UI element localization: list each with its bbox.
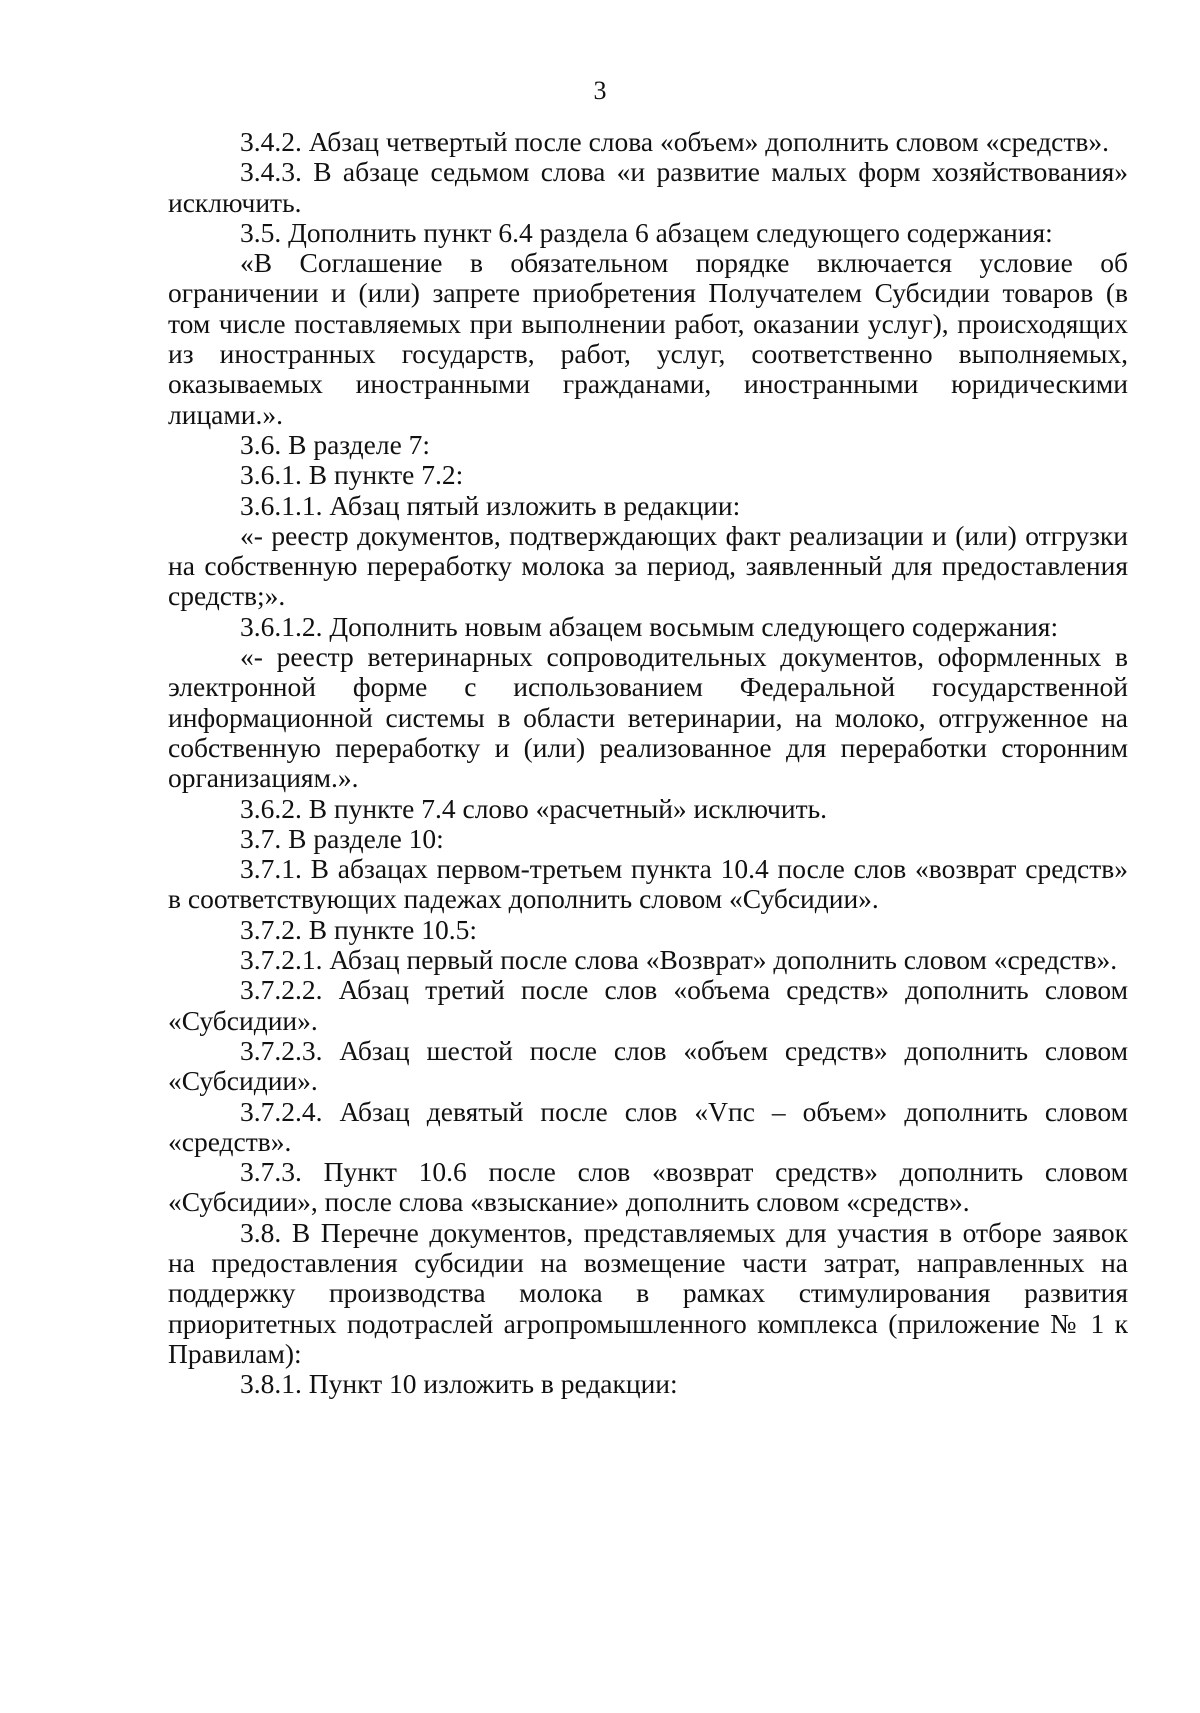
paragraph-3-7-2-1: 3.7.2.1. Абзац первый после слова «Возврат» дополнить словом «средств». [240, 944, 1118, 976]
paragraph-3-7: 3.7. В разделе 10: [240, 822, 444, 854]
paragraph-3-6-1-2-quote: «- реестр ветеринарных сопроводительных документов, оформленных в электронной форме с использованием Федеральной государственной информационной системы в области ветеринарии, на молоко, отгруженное на собственную переработку и (или) реализованное для переработки сторонним организациям.». [168, 641, 1128, 794]
paragraph-3-8-1: 3.8.1. Пункт 10 изложить в редакции: [240, 1368, 678, 1400]
paragraph-3-4-3: 3.4.3. В абзаце седьмом слова «и развитие малых форм хозяйствования» исключить. [168, 156, 1128, 218]
paragraph-3-7-2-2: 3.7.2.2. Абзац третий после слов «объема средств» дополнить словом «Субсидии». [168, 974, 1128, 1036]
paragraph-3-6-1-2: 3.6.1.2. Дополнить новым абзацем восьмым следующего содержания: [240, 610, 1059, 642]
paragraph-3-6-1: 3.6.1. В пункте 7.2: [240, 459, 464, 491]
page-number: 3 [593, 76, 607, 105]
paragraph-3-6-1-1: 3.6.1.1. Абзац пятый изложить в редакции: [240, 489, 741, 521]
paragraph-3-7-1: 3.7.1. В абзацах первом-третьем пункта 10.4 после слов «возврат средств» в соответствующих падежах дополнить словом «Субсидии». [168, 853, 1128, 915]
document-body [168, 127, 1128, 1399]
paragraph-3-6: 3.6. В разделе 7: [240, 428, 431, 460]
paragraph-3-7-3: 3.7.3. Пункт 10.6 после слов «возврат средств» дополнить словом «Субсидии», после слова «взыскание» дополнить словом «средств». [168, 1156, 1128, 1218]
paragraph-3-7-2-3: 3.7.2.3. Абзац шестой после слов «объем средств» дополнить словом «Субсидии». [168, 1034, 1128, 1097]
paragraph-3-7-2-4: 3.7.2.4. Абзац девятый после слов «Vпс – объем» дополнить словом «средств». [168, 1095, 1128, 1157]
paragraph-3-4-2: 3.4.2. Абзац четвертый после слова «объем» дополнить словом «средств». [240, 126, 1110, 157]
paragraph-3-7-2: 3.7.2. В пункте 10.5: [240, 913, 478, 945]
paragraph-3-6-1-1-quote: «- реестр документов, подтверждающих факт реализации и (или) отгрузки на собственную переработку молока за период, заявленный для предоставления средств;». [168, 519, 1128, 612]
paragraph-3-5: 3.5. Дополнить пункт 6.4 раздела 6 абзацем следующего содержания: [240, 216, 1053, 248]
paragraph-3-6-2: 3.6.2. В пункте 7.4 слово «расчетный» исключить. [240, 792, 828, 824]
paragraph-3-5-quote: «В Соглашение в обязательном порядке включается условие об ограничении и (или) запрете приобретения Получателем Субсидии товаров (в том числе поставляемых при выполнении работ, оказании услуг), происходящих из иностранных государств, работ, услуг, соответственно выполняемых, оказываемых иностранными гражданами, иностранными юридическими лицами.». [168, 247, 1128, 430]
paragraph-3-8: 3.8. В Перечне документов, представляемых для участия в отборе заявок на предоставления субсидии на возмещение части затрат, направленных на поддержку производства молока в рамках стимулирования развития приоритетных подотраслей агропромышленного комплекса (приложение № 1 к Правилам): [168, 1216, 1128, 1369]
